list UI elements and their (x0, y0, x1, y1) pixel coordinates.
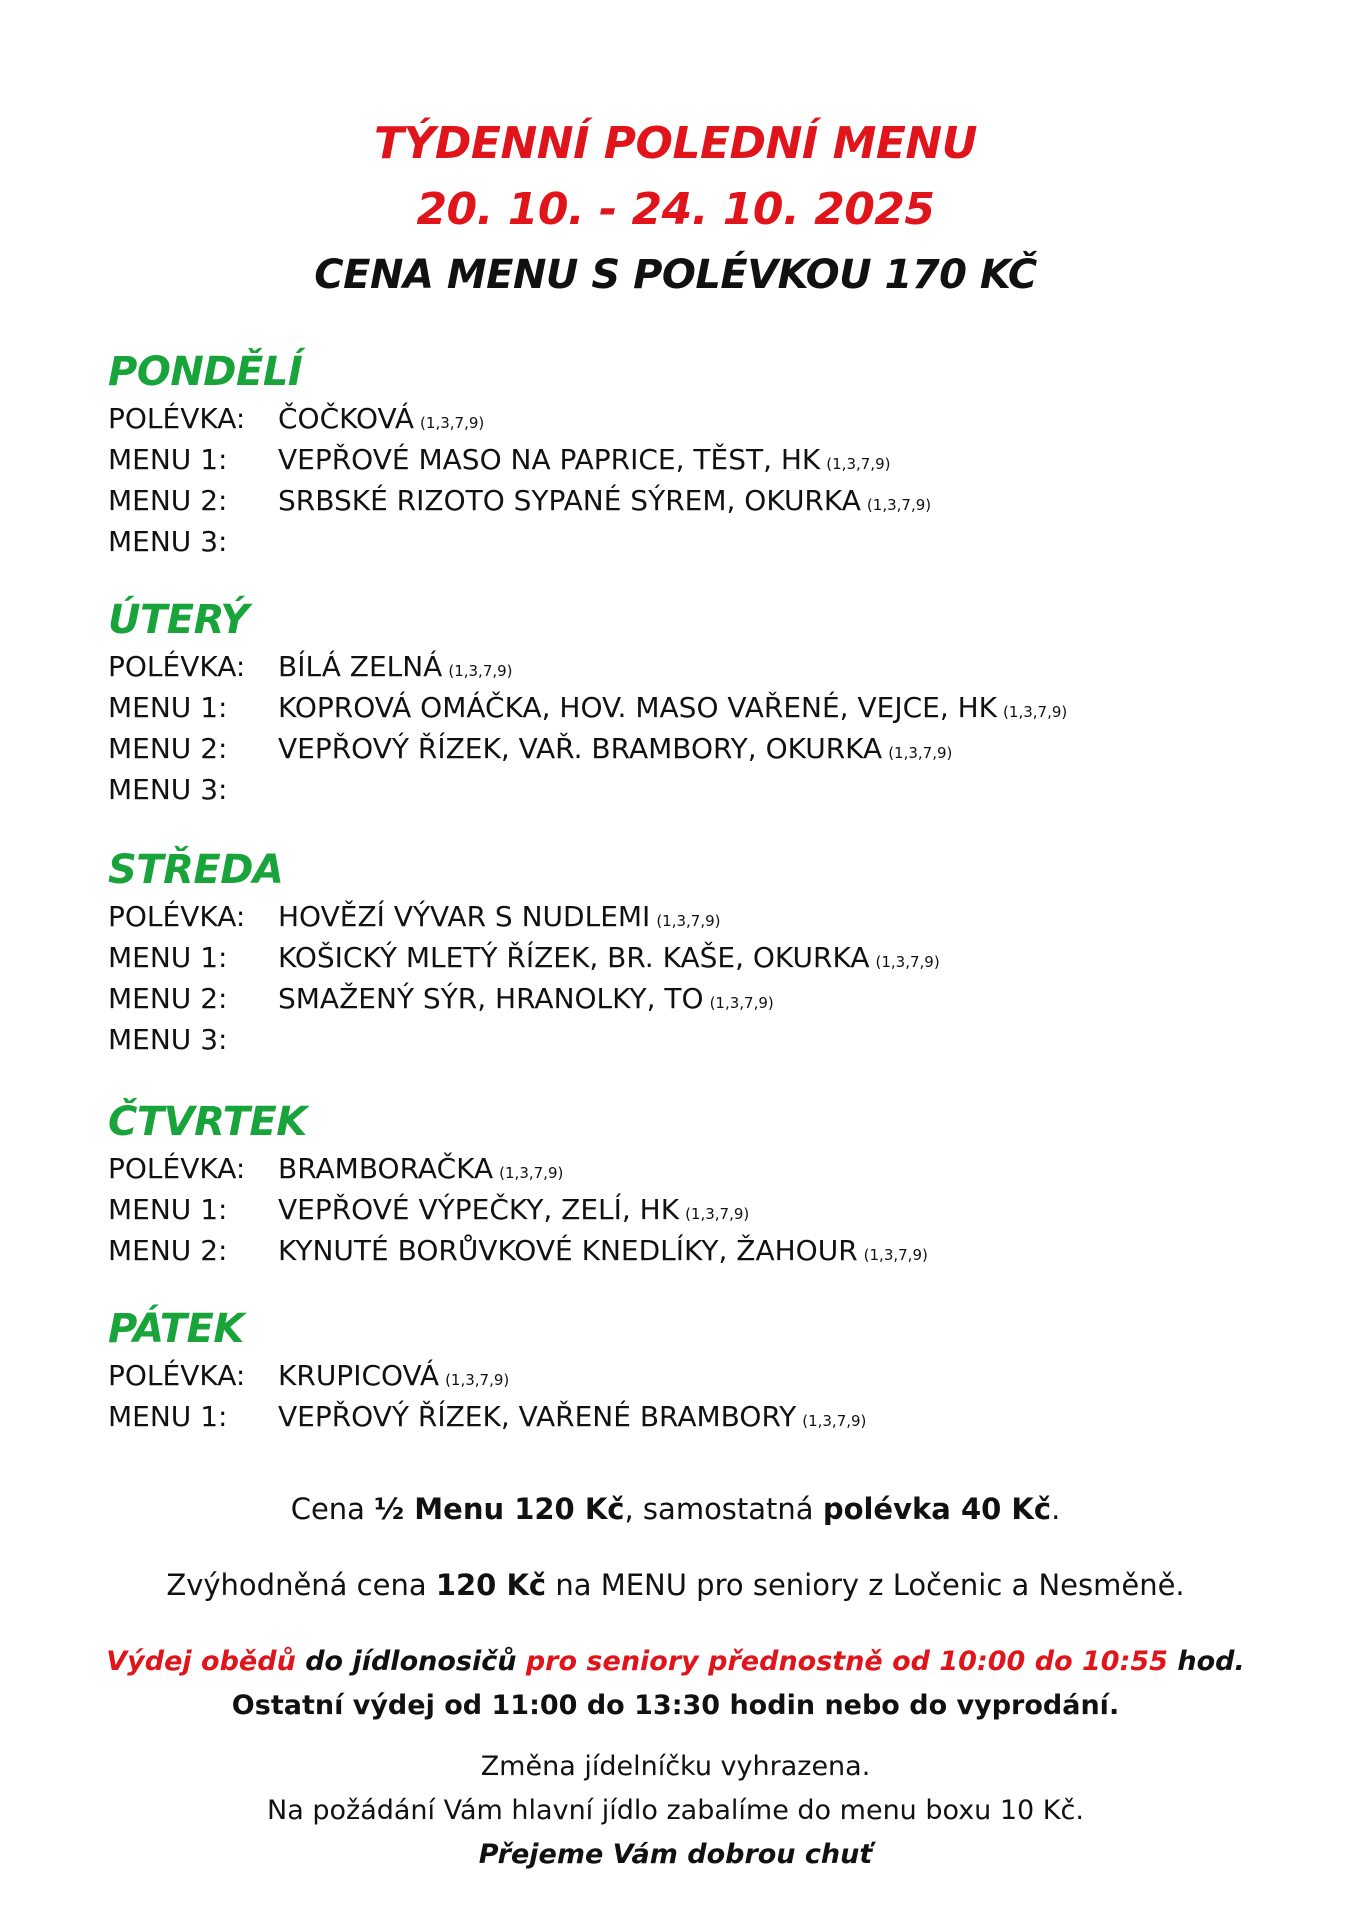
row-dish: VEPŘOVÝ ŘÍZEK, VAŘ. BRAMBORY, OKURKA (278, 732, 883, 765)
menu-title: TÝDENNÍ POLEDNÍ MENU (374, 118, 977, 169)
row-label: MENU 1: (108, 1193, 228, 1226)
menu-row (108, 1019, 1288, 1060)
menu-dates: 20. 10. - 24. 10. 2025 (416, 184, 935, 235)
row-label: MENU 1: (108, 443, 228, 476)
row-dish: SRBSKÉ RIZOTO SYPANÉ SÝREM, OKURKA (278, 484, 861, 517)
row-dish: SMAŽENÝ SÝR, HRANOLKY, TO (278, 982, 704, 1015)
row-label: POLÉVKA: (108, 900, 246, 933)
menu-row (108, 769, 1288, 810)
row-allergens: (1,3,7,9) (888, 744, 953, 762)
menu-row (108, 398, 1288, 439)
day-name: ÚTERÝ (108, 597, 249, 643)
row-label: MENU 2: (108, 1234, 228, 1267)
row-dish: KYNUTÉ BORŮVKOVÉ KNEDLÍKY, ŽAHOUR (278, 1234, 858, 1267)
pickup-note: Výdej obědů do jídlonosičů pro seniory přednostně od 10:00 do 10:55 hod. (106, 1646, 1245, 1677)
row-label: MENU 2: (108, 484, 228, 517)
menu-row (108, 1230, 1288, 1271)
row-allergens: (1,3,7,9) (826, 455, 891, 473)
row-label: MENU 3: (108, 1023, 228, 1056)
row-allergens: (1,3,7,9) (685, 1205, 750, 1223)
menu-row (108, 896, 1288, 937)
row-label: POLÉVKA: (108, 650, 246, 683)
menu-row (108, 978, 1288, 1019)
row-allergens: (1,3,7,9) (656, 912, 721, 930)
row-dish: ČOČKOVÁ (278, 402, 415, 435)
row-dish: HOVĚZÍ VÝVAR S NUDLEMI (278, 900, 651, 933)
row-dish: BÍLÁ ZELNÁ (278, 650, 443, 683)
menu-row (108, 1355, 1288, 1396)
row-allergens: (1,3,7,9) (863, 1246, 928, 1264)
row-label: POLÉVKA: (108, 1359, 246, 1392)
half-menu-price: Cena ½ Menu 120 Kč, samostatná polévka 40 Kč. (290, 1492, 1061, 1526)
row-allergens: (1,3,7,9) (420, 414, 485, 432)
row-label: MENU 1: (108, 691, 228, 724)
row-allergens: (1,3,7,9) (1003, 703, 1068, 721)
row-dish: KOŠICKÝ MLETÝ ŘÍZEK, BR. KAŠE, OKURKA (278, 941, 870, 974)
row-label: MENU 1: (108, 1400, 228, 1433)
row-allergens: (1,3,7,9) (448, 662, 513, 680)
day-monday (108, 346, 1288, 562)
day-wednesday (108, 844, 1288, 1060)
row-dish: BRAMBORAČKA (278, 1152, 494, 1185)
other-pickup-note: Ostatní výdej od 11:00 do 13:30 hodin nebo do vyprodání. (231, 1690, 1120, 1721)
row-label: MENU 2: (108, 732, 228, 765)
menu-row (108, 521, 1288, 562)
day-name: ČTVRTEK (108, 1099, 307, 1145)
menu-row (108, 728, 1288, 769)
row-label: MENU 3: (108, 525, 228, 558)
menu-price: CENA MENU S POLÉVKOU 170 KČ (314, 252, 1037, 298)
menu-row (108, 1148, 1288, 1189)
day-thursday (108, 1096, 1288, 1271)
menu-row (108, 1396, 1288, 1437)
row-dish: KRUPICOVÁ (278, 1359, 440, 1392)
row-allergens: (1,3,7,9) (875, 953, 940, 971)
row-label: POLÉVKA: (108, 1152, 246, 1185)
row-allergens: (1,3,7,9) (802, 1412, 867, 1430)
wish-note: Přejeme Vám dobrou chuť (478, 1839, 873, 1870)
row-dish: VEPŘOVÉ MASO NA PAPRICE, TĚST, HK (278, 443, 821, 476)
row-allergens: (1,3,7,9) (445, 1371, 510, 1389)
menu-row (108, 480, 1288, 521)
menu-row (108, 687, 1288, 728)
day-name: PÁTEK (108, 1306, 244, 1352)
row-dish: VEPŘOVÝ ŘÍZEK, VAŘENÉ BRAMBORY (278, 1400, 797, 1433)
day-tuesday (108, 594, 1288, 810)
row-dish: KOPROVÁ OMÁČKA, HOV. MASO VAŘENÉ, VEJCE, HK (278, 691, 998, 724)
change-note: Změna jídelníčku vyhrazena. (480, 1751, 871, 1782)
day-name: STŘEDA (108, 847, 284, 893)
row-label: POLÉVKA: (108, 402, 246, 435)
day-friday (108, 1303, 1288, 1437)
row-label: MENU 3: (108, 773, 228, 806)
menu-row (108, 937, 1288, 978)
box-note: Na požádání Vám hlavní jídlo zabalíme do menu boxu 10 Kč. (267, 1795, 1084, 1826)
row-label: MENU 2: (108, 982, 228, 1015)
menu-row (108, 439, 1288, 480)
row-dish: VEPŘOVÉ VÝPEČKY, ZELÍ, HK (278, 1193, 680, 1226)
row-label: MENU 1: (108, 941, 228, 974)
row-allergens: (1,3,7,9) (499, 1164, 564, 1182)
day-name: PONDĚLÍ (108, 349, 303, 395)
menu-row (108, 1189, 1288, 1230)
row-allergens: (1,3,7,9) (866, 496, 932, 514)
row-allergens: (1,3,7,9) (709, 994, 774, 1012)
seniors-price: Zvýhodněná cena 120 Kč na MENU pro seniory z Ločenic a Nesměně. (166, 1568, 1185, 1602)
menu-row (108, 646, 1288, 687)
